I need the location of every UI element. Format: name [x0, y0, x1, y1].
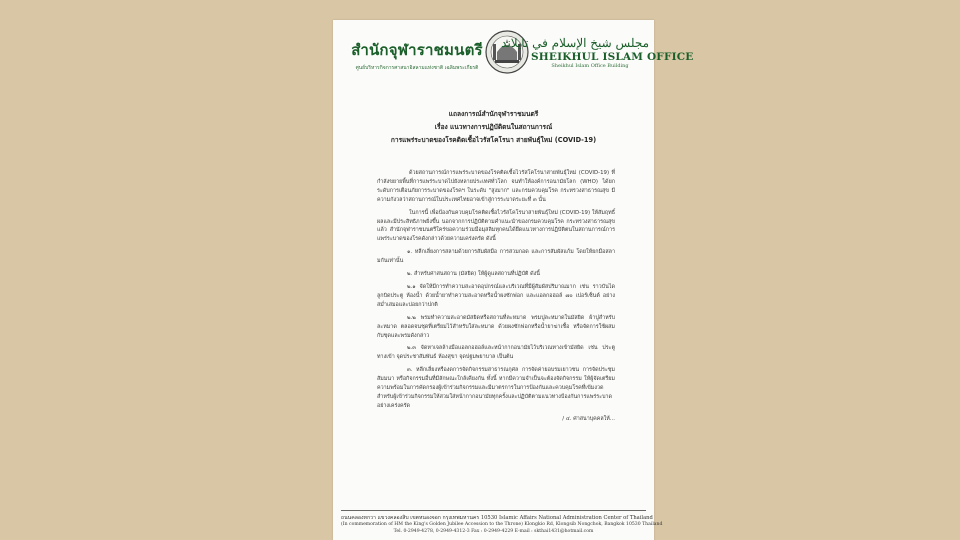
office-name-arabic: مجلس شيخ الإسلام في تايلاند [501, 36, 649, 50]
title-line-1: แถลงการณ์สำนักจุฬาราชมนตรี [448, 110, 539, 118]
footer-contact: Tel. 0-2949-4278, 0-2949-4312-3 Fax : 0-2949-4229 E-mail : skthai1431@hotmail.com [393, 528, 594, 534]
office-subtitle-english: Sheikhul Islam Office Building [551, 63, 629, 69]
office-subtitle-thai: ศูนย์บริหารกิจการศาสนาอิสลามแห่งชาติ เฉลิมพระเกียรติ [355, 65, 479, 71]
paragraph-1: ด้วยสถานการณ์การแพร่ระบาดของโรคติดเชื้อไวรัสโคโรนาสายพันธุ์ใหม่ (COVID-19) ที่กำลังขยายพื้นที่การแพร่ระบาดไปยังหลายประเทศทั่วโลก จนทำให้องค์การอนามัยโลก (WHO) ได้ยกระดับการเตือนภัยการระบาดของโรคฯ ในระดับ "สูงมาก" และกรมควบคุมโรค กระทรวงสาธารณสุข มีความกังวลว่าสถานการณ์ในประเทศไทยอาจเข้าสู่การระบาดระยะที่ ๓ นั้น [377, 170, 615, 203]
item-2-3: ๒.๓ จัดหาเจลล้างมือแอลกอฮอล์และหน้ากากอนามัยไว้บริเวณทางเข้ามัสยิด เช่น ประตูทางเข้า จุดประชาสัมพันธ์ ห้องสุขา จุดปฐมพยาบาล เป็นต้น [377, 345, 615, 361]
footer-address: ถนนคลองหกวา แขวงคลองสิบ เขตหนองจอก กรุงเทพมหานคร 10530 Islamic Affairs National Administration Center of Thailand [341, 515, 653, 521]
letterhead-english [501, 36, 694, 70]
letterhead-thai [343, 38, 491, 72]
footer-commemoration: (In commemoration of HM the King's Golden Jubilee Accession to the Throne) Klongkio Rd, Klongsib Nongchok, Bangkok 10530 Thailand [341, 522, 663, 527]
continued-note: / ๔. ศาสนาบุคคลให้... [562, 415, 615, 422]
statement-title [353, 108, 634, 147]
title-line-3: การแพร่ระบาดของโรคติดเชื้อไวรัสโคโรนา สายพันธุ์ใหม่ (COVID-19) [390, 136, 597, 144]
item-2: ๒. สำหรับศาสนสถาน (มัสยิด) ให้ผู้ดูแลสถานที่ปฏิบัติ ดังนี้ [407, 271, 540, 278]
item-3: ๓. หลีกเลี่ยงหรืองดการจัดกิจกรรมสาธารณกุศล การจัดค่ายอบรมเยาวชน การจัดประชุมสัมมนา หรือกิจกรรมอื่นที่มีลักษณะใกล้เคียงกัน ทั้งนี้ หากมีความจำเป็นจะต้องจัดกิจกรรม ให้ผู้จัดเตรียมความพร้อมในการคัดกรองผู้เข้าร่วมกิจกรรมและมีมาตรการในการป้องกันและควบคุมโรคที่เข้มงวด สำหรับผู้เข้าร่วมกิจกรรมให้สวมใส่หน้ากากอนามัยทุกครั้งและปฏิบัติตามแนวทางป้องกันการแพร่ระบาดอย่างเคร่งครัด [377, 367, 615, 409]
title-line-2: เรื่อง แนวทางการปฏิบัติตนในสถานการณ์ [434, 123, 553, 131]
document-page [333, 20, 694, 540]
item-2-2: ๒.๒ พรมทำความสะอาดมัสยิดหรือสถานที่ละหมาด พรมปูละหมาดในมัสยิด ผ้าปูสำหรับละหมาด ตลอดจนชุดที่เตรียมไว้สำหรับใส่ละหมาด ด้วยผงซักฟอกหรือน้ำยาฆ่าเชื้อ หรือจัดการใช้ผสมกับชุดและพรมดังกล่าว [377, 314, 615, 339]
office-name-thai: สำนักจุฬาราชมนตรี [351, 41, 483, 59]
statement-body [377, 169, 615, 424]
item-2-1: ๒.๑ จัดให้มีการทำความสะอาดอุปกรณ์และบริเวณที่มีผู้สัมผัสปริมาณมาก เช่น ราวบันได ลูกบิดประตู ห้องน้ำ ด้วยน้ำยาทำความสะอาดหรือน้ำผงซักฟอก และแอลกอฮอล์ ๗๐ เปอร์เซ็นต์ อย่างสม่ำเสมอและบ่อยกว่าปกติ [377, 283, 615, 308]
paragraph-2: ในการนี้ เพื่อป้องกันควบคุมโรคติดเชื้อไวรัสโคโรนาสายพันธุ์ใหม่ (COVID-19) ให้สัมฤทธิ์ผลและมีประสิทธิภาพยิ่งขึ้น นอกจากการปฏิบัติตามคำแนะนำของกรมควบคุมโรค กระทรวงสาธารณสุข แล้ว สำนักจุฬาราชมนตรีใคร่ขอความร่วมมือมุสลิมทุกคนได้ยึดแนวทางการปฏิบัติตนในสถานการณ์การแพร่ระบาดของโรคดังกล่าวด้วยความเคร่งครัด ดังนี้ [377, 209, 615, 243]
letterhead-footer [341, 510, 663, 535]
office-name-english: SHEIKHUL ISLAM OFFICE [531, 51, 694, 63]
item-1: ๑. หลีกเลี่ยงการสลามด้วยการสัมผัสมือ การสวมกอด และการสัมผัสแก้ม โดยให้ยกมือสลามกันเท่านั้น [377, 249, 615, 265]
letterhead [333, 20, 694, 98]
